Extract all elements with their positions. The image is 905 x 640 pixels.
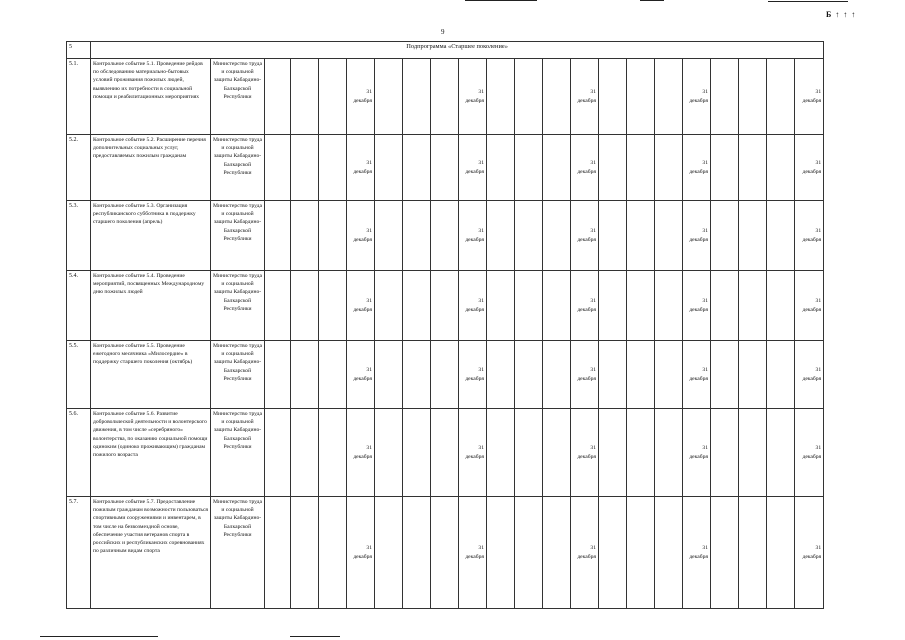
period-cell	[711, 135, 739, 201]
corner-mark: Б ↑ ↑ ↑	[826, 10, 857, 19]
deadline-month: декабря	[465, 553, 484, 560]
deadline-day: 31	[590, 228, 596, 235]
deadline-day: 31	[590, 367, 596, 374]
period-cell	[265, 497, 291, 609]
responsible-executor: Министерство труда и социальной защиты Кабардино-Балкарской Республики	[211, 271, 265, 341]
period-cell	[265, 271, 291, 341]
deadline-cell	[795, 497, 824, 609]
period-cell	[265, 409, 291, 497]
period-cell	[375, 341, 403, 409]
deadline-cell	[347, 59, 375, 135]
scan-artifact-top-3	[768, 1, 848, 2]
control-event-description: Контрольное событие 5.7. Предоставление пожилым гражданам возможности пользоваться спортивными сооружениями и инвентарем, в том числе на безвозмездной основе, обеспечение участия ветеранов спорта в российских и республиканских соревнованиях по различным видам спорта	[91, 497, 211, 609]
table-row	[67, 201, 824, 271]
deadline-cell	[795, 271, 824, 341]
deadline-cell	[459, 409, 487, 497]
deadline-day: 31	[590, 298, 596, 305]
period-cell	[291, 201, 319, 271]
deadline-month: декабря	[465, 97, 484, 104]
deadline-day: 31	[815, 160, 822, 167]
deadline-month: декабря	[577, 453, 596, 460]
deadline-day: 31	[815, 367, 822, 374]
period-cell	[655, 135, 683, 201]
period-cell	[655, 201, 683, 271]
control-event-description: Контрольное событие 5.1. Проведение рейдов по обследованию материально-бытовых условий проживания пожилых людей, выявлению их потребности в социальной помощи и реабилитационных мероприятиях	[91, 59, 211, 135]
deadline-month: декабря	[689, 553, 708, 560]
control-event-description: Контрольное событие 5.4. Проведение мероприятий, посвященных Международному дню пожилых людей	[91, 271, 211, 341]
deadline-month: декабря	[465, 236, 484, 243]
period-cell	[655, 271, 683, 341]
period-cell	[319, 497, 347, 609]
deadline-day: 31	[702, 228, 708, 235]
period-cell	[543, 271, 571, 341]
period-cell	[767, 135, 795, 201]
period-cell	[431, 409, 459, 497]
period-cell	[739, 497, 767, 609]
period-cell	[599, 271, 627, 341]
period-cell	[291, 409, 319, 497]
deadline-month: декабря	[802, 306, 822, 313]
period-cell	[291, 497, 319, 609]
deadline-cell	[683, 201, 711, 271]
deadline-day: 31	[815, 228, 822, 235]
section-header-row	[67, 42, 824, 59]
period-cell	[543, 497, 571, 609]
responsible-executor: Министерство труда и социальной защиты Кабардино-Балкарской Республики	[211, 59, 265, 135]
table-row	[67, 409, 824, 497]
period-cell	[487, 201, 515, 271]
responsible-executor: Министерство труда и социальной защиты Кабардино-Балкарской Республики	[211, 409, 265, 497]
period-cell	[627, 497, 655, 609]
event-number: 5.5.	[67, 341, 91, 409]
responsible-executor: Министерство труда и социальной защиты Кабардино-Балкарской Республики	[211, 341, 265, 409]
period-cell	[599, 497, 627, 609]
period-cell	[543, 409, 571, 497]
table-row	[67, 341, 824, 409]
deadline-month: декабря	[689, 306, 708, 313]
deadline-month: декабря	[689, 236, 708, 243]
deadline-month: декабря	[577, 236, 596, 243]
deadline-day: 31	[702, 160, 708, 167]
period-cell	[487, 135, 515, 201]
deadline-day: 31	[702, 367, 708, 374]
deadline-day: 31	[366, 298, 372, 305]
deadline-month: декабря	[353, 97, 372, 104]
deadline-day: 31	[366, 545, 372, 552]
deadline-cell	[683, 409, 711, 497]
period-cell	[627, 201, 655, 271]
period-cell	[487, 497, 515, 609]
deadline-day: 31	[702, 445, 708, 452]
period-cell	[403, 271, 431, 341]
deadline-day: 31	[590, 160, 596, 167]
deadline-cell	[459, 59, 487, 135]
period-cell	[767, 201, 795, 271]
deadline-day: 31	[590, 445, 596, 452]
deadline-day: 31	[815, 545, 822, 552]
deadline-month: декабря	[802, 97, 822, 104]
period-cell	[265, 59, 291, 135]
period-cell	[375, 409, 403, 497]
deadline-day: 31	[590, 545, 596, 552]
deadline-cell	[459, 271, 487, 341]
page-number: 9	[441, 28, 445, 36]
deadline-cell	[795, 341, 824, 409]
table-row	[67, 135, 824, 201]
period-cell	[655, 341, 683, 409]
period-cell	[627, 271, 655, 341]
deadline-day: 31	[478, 367, 484, 374]
period-cell	[627, 409, 655, 497]
deadline-month: декабря	[689, 97, 708, 104]
event-number: 5.7.	[67, 497, 91, 609]
deadline-cell	[347, 409, 375, 497]
deadline-cell	[571, 135, 599, 201]
period-cell	[487, 59, 515, 135]
period-cell	[627, 341, 655, 409]
period-cell	[319, 271, 347, 341]
period-cell	[403, 59, 431, 135]
deadline-day: 31	[815, 445, 822, 452]
period-cell	[767, 497, 795, 609]
period-cell	[711, 497, 739, 609]
deadline-month: декабря	[353, 375, 372, 382]
deadline-day: 31	[478, 89, 484, 96]
deadline-day: 31	[702, 298, 708, 305]
period-cell	[711, 409, 739, 497]
deadline-cell	[347, 341, 375, 409]
scan-artifact-bottom-1	[40, 636, 158, 637]
deadline-month: декабря	[465, 306, 484, 313]
period-cell	[291, 271, 319, 341]
deadline-day: 31	[366, 89, 372, 96]
deadline-month: декабря	[577, 375, 596, 382]
period-cell	[739, 409, 767, 497]
period-cell	[431, 201, 459, 271]
deadline-month: декабря	[689, 168, 708, 175]
deadline-cell	[571, 271, 599, 341]
deadline-cell	[795, 201, 824, 271]
period-cell	[515, 497, 543, 609]
deadline-day: 31	[702, 545, 708, 552]
deadline-day: 31	[478, 445, 484, 452]
period-cell	[403, 409, 431, 497]
event-number: 5.3.	[67, 201, 91, 271]
period-cell	[711, 341, 739, 409]
period-cell	[599, 409, 627, 497]
event-number: 5.4.	[67, 271, 91, 341]
table-row	[67, 59, 824, 135]
schedule-table-wrapper	[66, 41, 824, 609]
period-cell	[711, 59, 739, 135]
period-cell	[431, 135, 459, 201]
deadline-cell	[683, 59, 711, 135]
period-cell	[767, 341, 795, 409]
period-cell	[627, 135, 655, 201]
period-cell	[655, 497, 683, 609]
period-cell	[375, 135, 403, 201]
event-number: 5.2.	[67, 135, 91, 201]
period-cell	[487, 409, 515, 497]
deadline-cell	[571, 201, 599, 271]
scan-artifact-top-2	[640, 0, 664, 1]
period-cell	[375, 497, 403, 609]
deadline-cell	[347, 135, 375, 201]
deadline-month: декабря	[577, 168, 596, 175]
deadline-month: декабря	[577, 97, 596, 104]
control-event-description: Контрольное событие 5.6. Развитие добровольческой деятельности и волонтерского движения, в том числе «серебряного» волонтерства, по оказанию социальной помощи одиноким (одиноко проживающим) гражданам пожилого возраста	[91, 409, 211, 497]
event-number: 5.1.	[67, 59, 91, 135]
period-cell	[599, 59, 627, 135]
deadline-cell	[347, 497, 375, 609]
deadline-month: декабря	[353, 306, 372, 313]
deadline-cell	[683, 341, 711, 409]
deadline-day: 31	[366, 445, 372, 452]
period-cell	[515, 271, 543, 341]
period-cell	[319, 201, 347, 271]
deadline-cell	[571, 59, 599, 135]
period-cell	[431, 497, 459, 609]
period-cell	[515, 59, 543, 135]
deadline-day: 31	[366, 367, 372, 374]
period-cell	[767, 409, 795, 497]
deadline-month: декабря	[465, 168, 484, 175]
period-cell	[319, 135, 347, 201]
period-cell	[375, 201, 403, 271]
responsible-executor: Министерство труда и социальной защиты Кабардино-Балкарской Республики	[211, 497, 265, 609]
period-cell	[739, 271, 767, 341]
period-cell	[515, 201, 543, 271]
schedule-table	[66, 41, 824, 609]
period-cell	[265, 135, 291, 201]
deadline-day: 31	[702, 89, 708, 96]
period-cell	[487, 271, 515, 341]
deadline-month: декабря	[689, 375, 708, 382]
period-cell	[739, 341, 767, 409]
deadline-month: декабря	[802, 375, 822, 382]
deadline-month: декабря	[353, 553, 372, 560]
deadline-month: декабря	[465, 375, 484, 382]
deadline-day: 31	[815, 89, 822, 96]
period-cell	[375, 271, 403, 341]
period-cell	[403, 135, 431, 201]
period-cell	[265, 341, 291, 409]
table-body	[67, 42, 824, 609]
period-cell	[403, 201, 431, 271]
deadline-cell	[571, 341, 599, 409]
period-cell	[739, 201, 767, 271]
period-cell	[403, 341, 431, 409]
period-cell	[487, 341, 515, 409]
deadline-cell	[683, 271, 711, 341]
period-cell	[543, 201, 571, 271]
period-cell	[515, 135, 543, 201]
deadline-day: 31	[815, 298, 822, 305]
deadline-cell	[347, 201, 375, 271]
period-cell	[431, 341, 459, 409]
deadline-day: 31	[590, 89, 596, 96]
table-row	[67, 271, 824, 341]
event-number: 5.6.	[67, 409, 91, 497]
deadline-cell	[347, 271, 375, 341]
deadline-month: декабря	[802, 453, 822, 460]
period-cell	[739, 135, 767, 201]
deadline-cell	[571, 497, 599, 609]
table-row	[67, 497, 824, 609]
deadline-cell	[459, 497, 487, 609]
subprogram-title: Подпрограмма «Старшее поколение»	[91, 42, 824, 59]
deadline-month: декабря	[353, 236, 372, 243]
deadline-day: 31	[366, 228, 372, 235]
period-cell	[767, 271, 795, 341]
period-cell	[543, 341, 571, 409]
deadline-cell	[459, 135, 487, 201]
period-cell	[431, 59, 459, 135]
deadline-cell	[795, 409, 824, 497]
deadline-cell	[459, 341, 487, 409]
deadline-day: 31	[478, 545, 484, 552]
period-cell	[319, 409, 347, 497]
control-event-description: Контрольное событие 5.3. Организация республиканского субботника в поддержку старшего поколения (апрель)	[91, 201, 211, 271]
period-cell	[319, 59, 347, 135]
period-cell	[655, 409, 683, 497]
period-cell	[739, 59, 767, 135]
period-cell	[403, 497, 431, 609]
period-cell	[543, 59, 571, 135]
period-cell	[655, 59, 683, 135]
deadline-month: декабря	[353, 168, 372, 175]
period-cell	[711, 201, 739, 271]
deadline-month: декабря	[577, 306, 596, 313]
period-cell	[711, 271, 739, 341]
deadline-month: декабря	[802, 553, 822, 560]
period-cell	[599, 135, 627, 201]
scan-artifact-bottom-2	[290, 636, 340, 637]
period-cell	[515, 409, 543, 497]
deadline-day: 31	[366, 160, 372, 167]
responsible-executor: Министерство труда и социальной защиты Кабардино-Балкарской Республики	[211, 201, 265, 271]
control-event-description: Контрольное событие 5.5. Проведение ежегодного месячника «Милосердие» в поддержку старшего поколения (октябрь)	[91, 341, 211, 409]
deadline-cell	[795, 135, 824, 201]
deadline-month: декабря	[465, 453, 484, 460]
section-number: 5	[67, 42, 91, 59]
period-cell	[543, 135, 571, 201]
responsible-executor: Министерство труда и социальной защиты Кабардино-Балкарской Республики	[211, 135, 265, 201]
deadline-day: 31	[478, 298, 484, 305]
deadline-cell	[459, 201, 487, 271]
deadline-month: декабря	[577, 553, 596, 560]
period-cell	[767, 59, 795, 135]
period-cell	[319, 341, 347, 409]
period-cell	[515, 341, 543, 409]
control-event-description: Контрольное событие 5.2. Расширение перечня дополнительных социальных услуг, предоставляемых пожилым гражданам	[91, 135, 211, 201]
period-cell	[291, 59, 319, 135]
period-cell	[375, 59, 403, 135]
deadline-day: 31	[478, 160, 484, 167]
period-cell	[599, 201, 627, 271]
period-cell	[265, 201, 291, 271]
deadline-month: декабря	[802, 168, 822, 175]
deadline-month: декабря	[353, 453, 372, 460]
period-cell	[291, 341, 319, 409]
period-cell	[431, 271, 459, 341]
period-cell	[627, 59, 655, 135]
deadline-cell	[683, 497, 711, 609]
deadline-day: 31	[478, 228, 484, 235]
scan-artifact-top-1	[465, 0, 537, 1]
period-cell	[599, 341, 627, 409]
deadline-cell	[795, 59, 824, 135]
deadline-month: декабря	[802, 236, 822, 243]
deadline-month: декабря	[689, 453, 708, 460]
deadline-cell	[683, 135, 711, 201]
deadline-cell	[571, 409, 599, 497]
period-cell	[291, 135, 319, 201]
